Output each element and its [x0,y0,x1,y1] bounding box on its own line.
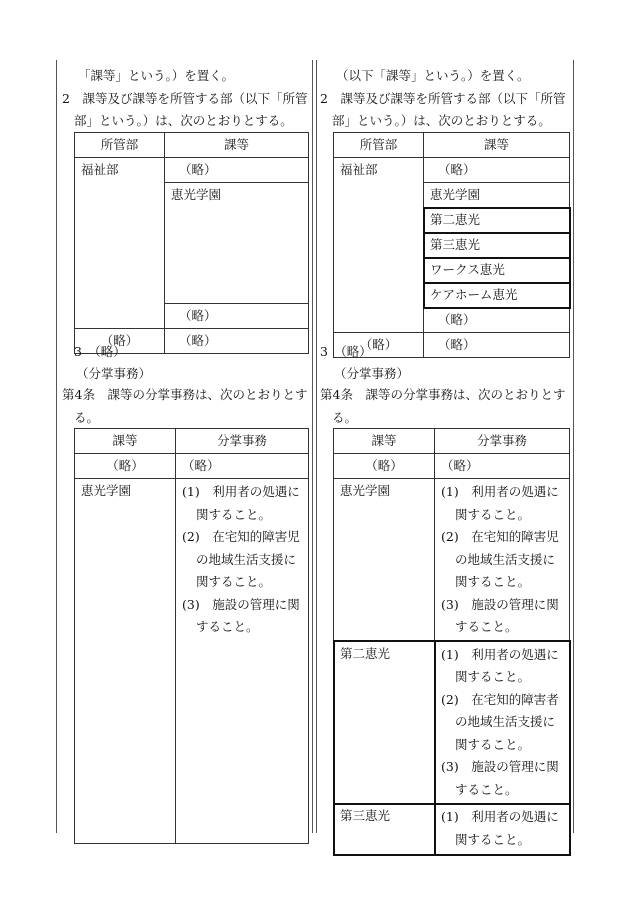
section-cell: （略） [165,329,309,354]
section-name: 恵光学園 [75,479,176,844]
row-cell: （略） [435,454,570,479]
duty-item-1: (1) 利用者の処遇に [182,484,300,499]
right-article-line1: 第4条 課等の分掌事務は、次のとおりとす [320,387,566,402]
left-para2-line1: 2 課等及び課等を所管する部（以下「所管 [62,91,308,106]
added-duty-list [435,641,570,804]
right-section-table [333,132,570,358]
added-section-cell: ワークス恵光 [424,258,570,283]
duty-list [176,479,309,844]
duty-item-1-cont: 関すること。 [455,669,531,684]
left-para2-line2: 部」という。）は、次のとおりとする。 [74,113,293,128]
duty-item-1: (1) 利用者の処遇に [441,809,559,824]
duty-item-2: (2) 在宅知的障害児 [441,529,559,544]
section-cell: 恵光学園 [165,183,309,304]
section-cell: （略） [165,304,309,329]
duty-item-3: (3) 施設の管理に関 [441,596,559,612]
left-duty-table [74,428,309,844]
header-duty: 分掌事務 [176,429,309,454]
section-cell: 恵光学園 [424,183,570,208]
center-divider-b [316,60,317,833]
right-border [573,60,574,833]
added-section-name: 第三恵光 [334,804,435,855]
right-duty-table [333,428,570,855]
right-para2-line2: 部」という。）は、次のとおりとする。 [332,113,551,128]
duty-item-1: (1) 利用者の処遇に [441,646,559,662]
section-name: 恵光学園 [334,479,435,642]
header-section: 課等 [165,133,309,158]
left-article-line1: 第4条 課等の分掌事務は、次のとおりとす [62,387,308,402]
header-section: 課等 [424,133,570,158]
dept-cell: （略） [334,333,424,358]
header-duty: 分掌事務 [435,429,570,454]
center-divider-a [312,60,313,833]
duty-list [435,479,570,642]
header-section: 課等 [334,429,435,454]
header-dept: 所管部 [75,133,165,158]
duty-item-1-cont: 関すること。 [455,831,531,847]
duty-item-3-cont: すること。 [196,619,259,634]
added-duty-list [435,804,570,855]
duty-item-2-cont: 関すること。 [455,574,531,589]
section-cell: （略） [424,158,570,183]
header-section: 課等 [75,429,176,454]
left-line1: 「課等」という。）を置く。 [78,68,235,83]
section-cell: （略） [424,333,570,358]
duty-item-1-cont: 関すること。 [196,506,272,522]
row-cell: （略） [334,454,435,479]
added-section-cell: 第二恵光 [424,208,570,233]
added-section-cell: 第三恵光 [424,233,570,258]
duty-item-2-cont: 関すること。 [455,736,531,752]
right-heading: （分掌事務） [334,366,410,381]
duty-item-1-cont: 関すること。 [455,506,531,522]
added-section-name: 第二恵光 [334,641,435,804]
duty-item-2: (2) 在宅知的障害児 [182,529,300,544]
duty-item-3-cont: すること。 [455,619,518,634]
duty-item-2: (2) 在宅知的障害者 [441,691,559,707]
section-cell: （略） [424,308,570,333]
added-section-cell: ケアホーム恵光 [424,283,570,308]
left-section-table [74,132,309,354]
right-article-line2: る。 [332,410,358,425]
duty-item-2-cont: の地域生活支援に [455,714,556,729]
left-article-line2: る。 [74,410,100,425]
duty-item-2-cont: の地域生活支援に [196,551,297,567]
header-dept: 所管部 [334,133,424,158]
row-cell: （略） [176,454,309,479]
right-para2-line1: 2 課等及び課等を所管する部（以下「所管 [320,91,566,106]
duty-item-3: (3) 施設の管理に関 [182,596,300,612]
duty-item-3: (3) 施設の管理に関 [441,759,559,774]
duty-item-2-cont: 関すること。 [196,574,272,589]
left-heading: （分掌事務） [76,366,152,381]
left-para3: 3 （略） [74,344,126,359]
row-cell: （略） [75,454,176,479]
duty-item-2-cont: の地域生活支援に [455,551,556,567]
section-cell: （略） [165,158,309,183]
duty-item-1: (1) 利用者の処遇に [441,484,559,499]
right-para3: 3 （略） [320,344,372,359]
duty-item-3-cont: すること。 [455,781,518,797]
dept-cell: 福祉部 [334,158,424,333]
dept-cell: 福祉部 [75,158,165,329]
right-line1: （以下「課等」という。）を置く。 [336,68,530,83]
left-border [56,60,57,833]
dept-cell: （略） [75,329,165,354]
